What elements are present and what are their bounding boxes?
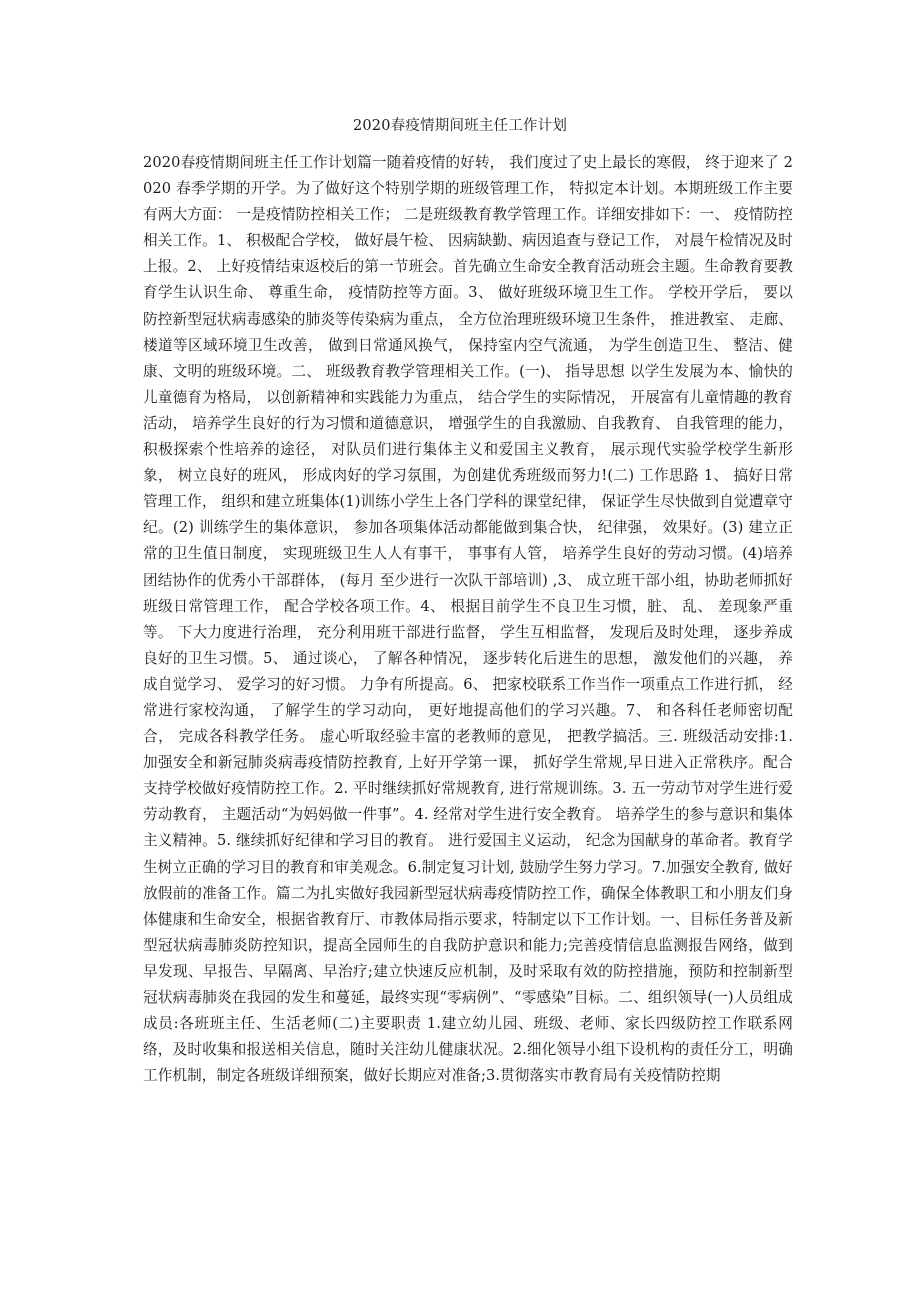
document-title: 2020春疫情期间班主任工作计划 bbox=[352, 118, 568, 134]
document-body-text: 2020春疫情期间班主任工作计划篇一随着疫情的好转， 我们度过了史上最长的寒假， 终于迎来了 2020 春季学期的开学。为了做好这个特别学期的班级管理工作， 特拟定本计划。本期班级工作主要有两大方面： 一是疫情防控相关工作； 二是班级教育教学管理工作。详细安排如下：一、 疫情防控相关工作。1、 积极配合学校， 做好晨午检、 因病缺勤、病因追查与登记工作， 对晨午检情况及时上报。2、 上好疫情结束返校后的第一节班会。首先确立生命安全教育活动班会主题。生命教育要教育学生认识生命、 尊重生命， 疫情防控等方面。3、 做好班级环境卫生工作。 学校开学后， 要以防控新型冠状病毒感染的肺炎等传染病为重点， 全方位治理班级环境卫生条件， 推进教室、 走廊、 楼道等区域环境卫生改善， 做到日常通风换气， 保持室内空气流通， 为学生创造卫生、 整洁、健康、文明的班级环境。二、 班级教育教学管理相关工作。(一)、 指导思想 以学生发展为本、愉快的儿童德育为格局， 以创新精神和实践能力为重点， 结合学生的实际情况， 开展富有儿童情趣的教育活动， 培养学生良好的行为习惯和道德意识， 增强学生的自我激励、自我教育、 自我管理的能力， 积极探索个性培养的途径， 对队员们进行集体主义和爱国主义教育， 展示现代实验学校学生新形象， 树立良好的班风， 形成肉好的学习氛围，为创建优秀班级而努力!(二) 工作思路 1、 搞好日常管理工作， 组织和建立班集体(1)训练小学生上各门学科的课堂纪律， 保证学生尽快做到自觉遭章守纪。(2) 训练学生的集体意识， 参加各项集体活动都能做到集合快， 纪律强， 效果好。(3) 建立正常的卫生值日制度， 实现班级卫生人人有事干， 事事有人管， 培养学生良好的劳动习惯。(4)培养团结协作的优秀小干部群体， (每月 至少进行一次队干部培训) ,3、 成立班干部小组，协助老师抓好班级日常管理工作， 配合学校各项工作。4、 根据目前学生不良卫生习惯，脏、 乱、 差现象严重等。 下大力度进行治理， 充分利用班干部进行监督， 学生互相监督， 发现后及时处理， 逐步养成良好的卫生习惯。5、 通过谈心， 了解各种情况， 逐步转化后进生的思想， 激发他们的兴趣， 养成自觉学习、 爱学习的好习惯。 力争有所提高。6、 把家校联系工作当作一项重点工作进行抓， 经常进行家校沟通， 了解学生的学习动向， 更好地提高他们的学习兴趣。7、 和各科任老师密切配合， 完成各科教学任务。 虚心听取经验丰富的老教师的意见， 把教学搞活。三. 班级活动安排:1. 加强安全和新冠肺炎病毒疫情防控教育, 上好开学第一课， 抓好学生常规,早日进入正常秩序。配合支持学校做好疫情防控工作。2. 平时继续抓好常规教育, 进行常规训练。3. 五一劳动节对学生进行爱劳动教育， 主题活动“为妈妈做一件事”。4. 经常对学生进行安全教育。 培养学生的参与意识和集体主义精神。5. 继续抓好纪律和学习目的教育。 进行爱国主义运动， 纪念为国献身的革命者。教育学生树立正确的学习目的教育和审美观念。6.制定复习计划, 鼓励学生努力学习。7.加强安全教育, 做好放假前的准备工作。篇二为扎实做好我园新型冠状病毒疫情防控工作，确保全体教职工和小朋友们身体健康和生命安全，根据省教育厅、市教体局指示要求，特制定以下工作计划。一、目标任务普及新型冠状病毒肺炎防控知识，提高全园师生的自我防护意识和能力;完善疫情信息监测报告网络，做到早发现、早报告、早隔离、早治疗;建立快速反应机制，及时采取有效的防控措施，预防和控制新型冠状病毒肺炎在我园的发生和蔓延，最终实现“零病例”、“零感染”目标。二、组织领导(一)人员组成成员:各班班主任、生活老师(二)主要职责 1.建立幼儿园、班级、老师、家长四级防控工作联系网络，及时收集和报送相关信息，随时关注幼儿健康状况。2.细化领导小组下设机构的责任分工，明确工作机制，制定各班级详细预案，做好长期应对准备;3.贯彻落实市教育局有关疫情防控期 bbox=[143, 154, 793, 1085]
